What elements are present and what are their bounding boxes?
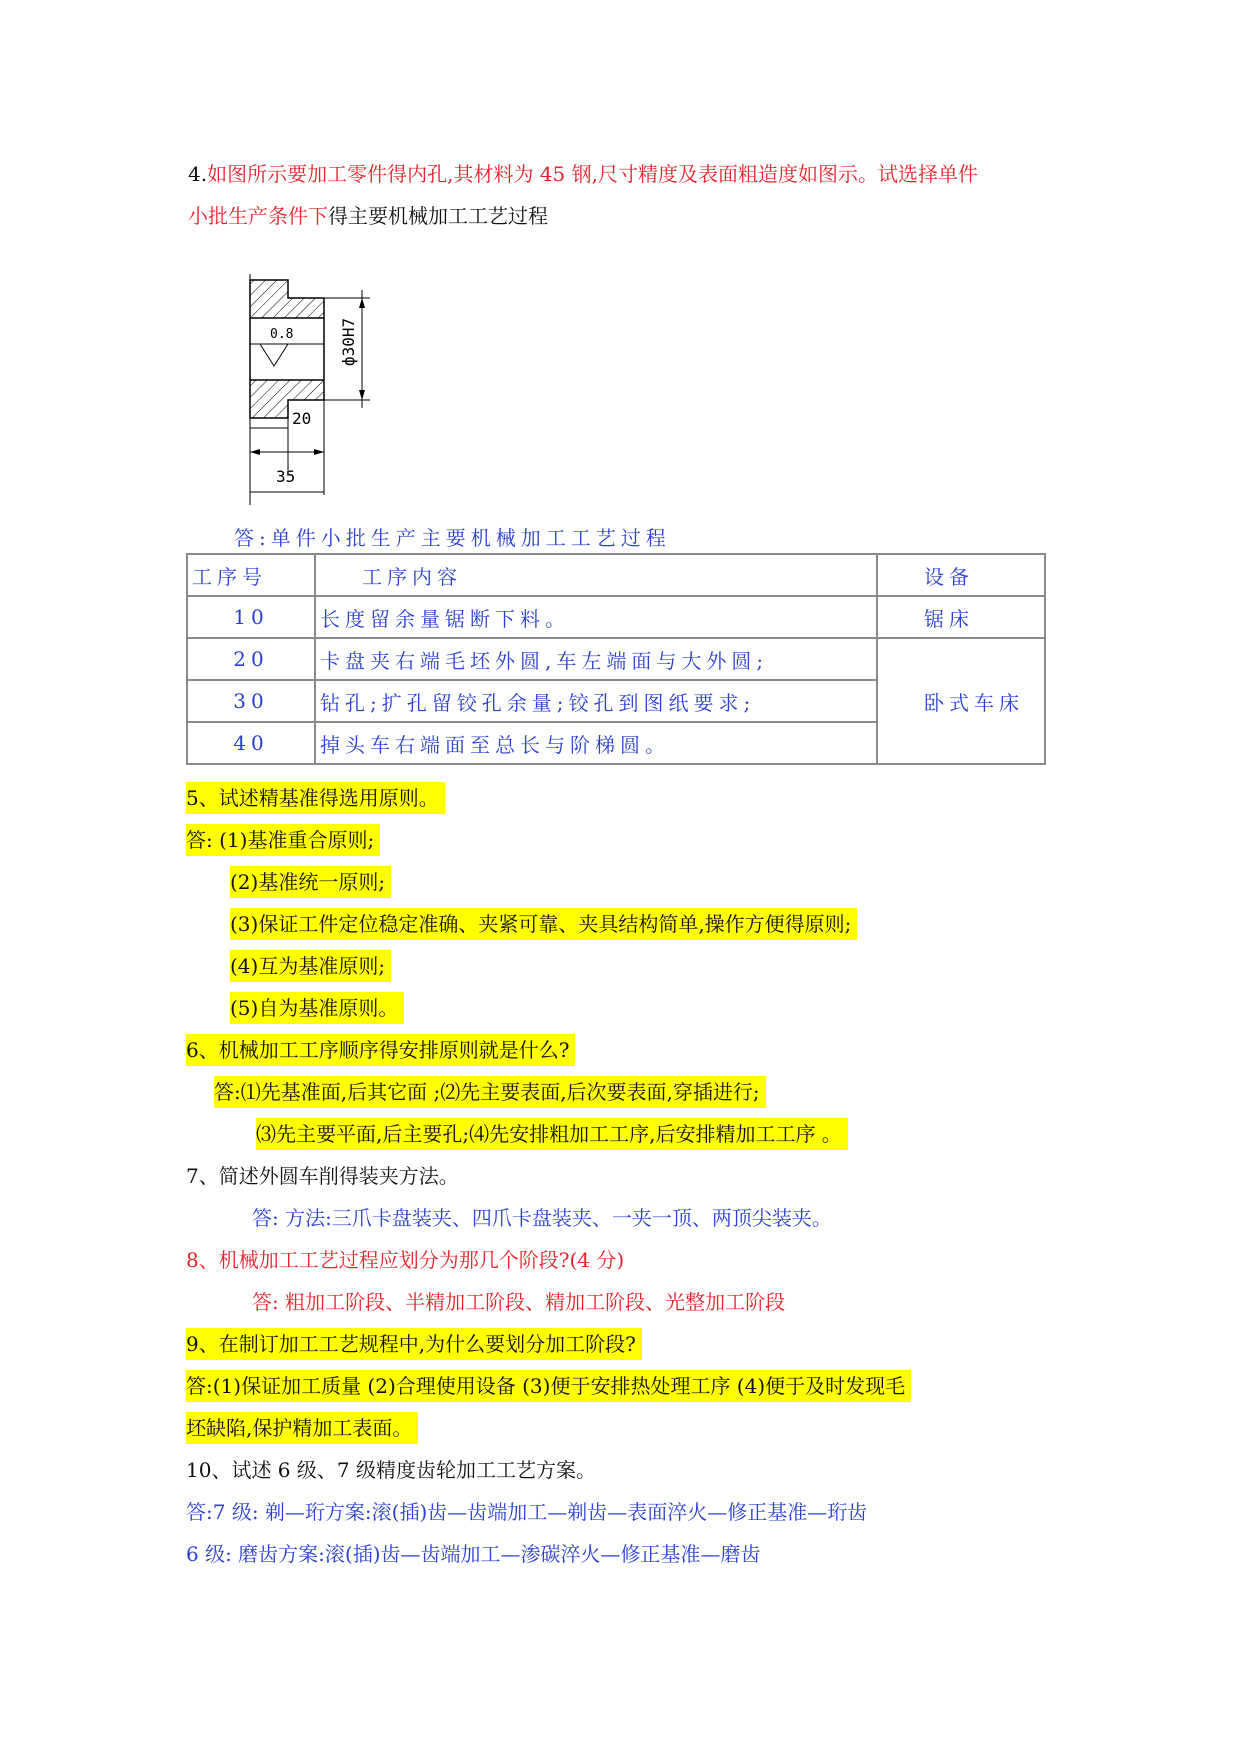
header-content: 工序内容 (315, 554, 877, 596)
diameter-label: ф30H7 (339, 317, 358, 366)
q4-question-red: 如图所示要加工零件得内孔,其材料为 45 钢,尺寸精度及表面粗造度如图示。试选择单件 (207, 162, 978, 186)
q9-answer-1: 答:(1)保证加工质量 (2)合理使用设备 (3)便于安排热处理工序 (4)便于及时发现毛 (186, 1370, 911, 1402)
row-equip-merged: 卧式车床 (877, 638, 1045, 764)
q5-question: 5、试述精基准得选用原则。 (186, 782, 445, 814)
process-table (186, 553, 1046, 765)
q9-question-line (186, 1330, 642, 1358)
row-content: 钻孔;扩孔留铰孔余量;铰孔到图纸要求; (315, 680, 877, 722)
q7-answer: 答: 方法:三爪卡盘装夹、四爪卡盘装夹、一夹一顶、两顶尖装夹。 (252, 1206, 832, 1230)
q5-item-1: (1)基准重合原则; (219, 824, 380, 856)
row-no: 20 (187, 638, 315, 680)
header-no: 工序号 (187, 554, 315, 596)
q5-answer-line1 (186, 826, 380, 854)
q6-question: 6、机械加工工序顺序得安排原则就是什么? (186, 1034, 575, 1066)
q5-question-line (186, 784, 445, 812)
row-no: 10 (187, 596, 315, 638)
part-drawing (230, 270, 400, 510)
q8-question: 8、机械加工工艺过程应划分为那几个阶段?(4 分) (186, 1248, 625, 1272)
q4-number: 4. (188, 162, 208, 186)
q6-question-line (186, 1036, 575, 1064)
q4-line2 (188, 202, 548, 230)
q8-answer: 答: 粗加工阶段、半精加工阶段、精加工阶段、光整加工阶段 (252, 1290, 786, 1314)
q10-question: 10、试述 6 级、7 级精度齿轮加工工艺方案。 (186, 1458, 596, 1482)
q5-answer-prefix: 答: (186, 824, 219, 856)
row-equip: 锯床 (877, 596, 1045, 638)
q6-answer-2: ⑶先主要平面,后主要孔;⑷先安排粗加工工序,后安排精加工工序 。 (256, 1118, 848, 1150)
table-row (187, 638, 1045, 680)
roughness-value: 0.8 (270, 327, 294, 342)
top-section (250, 280, 324, 318)
q9-answer-line2 (186, 1414, 418, 1442)
q10-answer-1: 答:7 级: 剃—珩方案:滚(插)齿—齿端加工—剃齿—表面淬火—修正基准—珩齿 (186, 1500, 868, 1524)
roughness-symbol (260, 344, 288, 366)
row-no: 40 (187, 722, 315, 764)
q5-answer-line5 (230, 994, 404, 1022)
q9-question: 9、在制订加工工艺规程中,为什么要划分加工阶段? (186, 1328, 642, 1360)
dim-20-label: 20 (292, 409, 312, 428)
q5-answer-line4 (230, 952, 391, 980)
q9-answer-2: 坯缺陷,保护精加工表面。 (186, 1412, 418, 1444)
q5-answer-line3 (230, 910, 857, 938)
q5-item-4: (4)互为基准原则; (230, 950, 391, 982)
row-content: 掉头车右端面至总长与阶梯圆。 (315, 722, 877, 764)
answer4-title: 答:单件小批生产主要机械加工工艺过程 (234, 526, 671, 550)
table-row (187, 596, 1045, 638)
row-content: 卡盘夹右端毛坯外圆,车左端面与大外圆; (315, 638, 877, 680)
q6-answer-line1 (214, 1078, 766, 1106)
q5-answer-line2 (230, 868, 391, 896)
q4-line1 (188, 160, 978, 188)
q9-answer-line1 (186, 1372, 911, 1400)
bottom-section (250, 380, 324, 418)
q7-question: 7、简述外圆车削得装夹方法。 (186, 1164, 459, 1188)
q6-answer-line2 (256, 1120, 848, 1148)
row-no: 30 (187, 680, 315, 722)
q10-answer-2: 6 级: 磨齿方案:滚(插)齿—齿端加工—渗碳淬火—修正基准—磨齿 (186, 1542, 761, 1566)
q5-item-2: (2)基准统一原则; (230, 866, 391, 898)
q5-item-5: (5)自为基准原则。 (230, 992, 404, 1024)
q4-question-black: 得主要机械加工工艺过程 (328, 204, 548, 228)
table-header-row (187, 554, 1045, 596)
q6-answer-1: 答:⑴先基准面,后其它面 ;⑵先主要表面,后次要表面,穿插进行; (214, 1076, 766, 1108)
header-equip: 设备 (877, 554, 1045, 596)
q5-item-3: (3)保证工件定位稳定准确、夹紧可靠、夹具结构简单,操作方便得原则; (230, 908, 857, 940)
q4-question-red-2: 小批生产条件下 (188, 204, 328, 228)
dim-35-label: 35 (276, 467, 296, 486)
row-content: 长度留余量锯断下料。 (315, 596, 877, 638)
